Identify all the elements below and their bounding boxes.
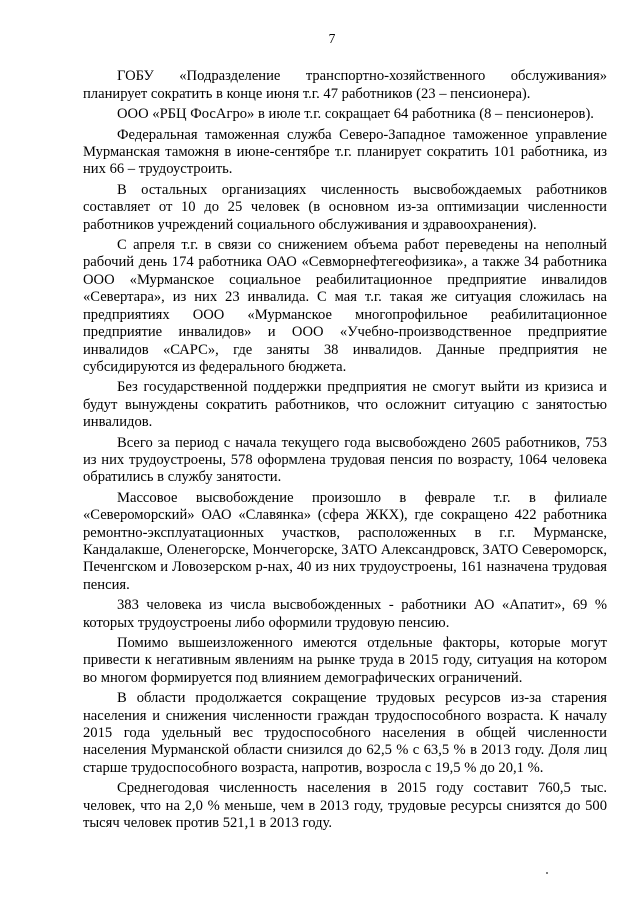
paragraph-labor-resources: В области продолжается сокращение трудовых ресурсов из-за старения населения и снижения численности граждан трудоспособного возраста. К началу 2015 года удельный вес трудоспособного населения в общей численности населения Мурманской области снизился до 62,5 % с 63,5 % в 2013 году. Доля лиц старше трудоспособного возраста, напротив, возросла с 19,5 % до 20,1 %. (83, 690, 607, 776)
paragraph-fosagro: ООО «РБЦ ФосАгро» в июле т.г. сокращает 64 работника (8 – пенсионеров). (117, 106, 594, 123)
page-number: 7 (328, 31, 336, 46)
paragraph-part-time-work: С апреля т.г. в связи со снижением объема работ переведены на неполный рабочий день 174 работника ОАО «Севморнефтегеофизика», а также 34 работника ООО «Мурманское социальное реабилитационное предприятие инвалидов «Севертара», из них 23 инвалида. С мая т.г. такая же ситуация сложилась на предприятиях ООО «Мурманское многопрофильное реабилитационное предприятие инвалидов» и ООО «Учебно-производственное предприятие инвалидов «САРС», где заняты 38 инвалидов. Данные предприятия не субсидируются из федерального бюджета. (83, 237, 607, 375)
paragraph-mass-release: Массовое высвобождение произошло в феврале т.г. в филиале «Североморский» ОАО «Славянка» (сфера ЖКХ), где сокращено 422 работника ремонтно-эксплуатационных участков, расположенных в г.г. Мурманске, Кандалакше, Оленегорске, Мончегорске, ЗАТО Александровск, ЗАТО Североморск, Печенгском и Ловозерском р-нах, 40 из них трудоустроены, 161 назначена трудовая пенсия. (83, 489, 607, 593)
paragraph-total-released: Всего за период с начала текущего года высвобождено 2605 работников, 753 из них трудоустроены, 578 оформлена трудовая пенсия по возрасту, 1064 человека обратились в службу занятости. (83, 434, 607, 486)
paragraph-other-organizations: В остальных организациях численность высвобождаемых работников составляет от 10 до 25 человек (в основном из-за оптимизации численности работников учреждений социального обслуживания и здравоохранения). (83, 181, 607, 233)
paragraph-gobu: ГОБУ «Подразделение транспортно-хозяйственного обслуживания» планирует сократить в конце июня т.г. 47 работников (23 – пенсионера). (83, 68, 607, 102)
paragraph-apatit: 383 человека из числа высвобожденных - работники АО «Апатит», 69 % которых трудоустроены либо оформили трудовую пенсию. (83, 597, 607, 631)
paragraph-other-factors: Помимо вышеизложенного имеются отдельные факторы, которые могут привести к негативным явлениям на рынке труда в 2015 году, ситуация на котором во многом формируется под влиянием демографических ограничений. (83, 635, 607, 686)
paragraph-population-forecast: Среднегодовая численность населения в 2015 году составит 760,5 тыс. человек, что на 2,0 % меньше, чем в 2013 году, трудовые ресурсы снизятся до 500 тысяч человек против 521,1 в 2013 году. (83, 780, 607, 832)
scan-speck (546, 872, 548, 874)
paragraph-state-support: Без государственной поддержки предприятия не смогут выйти из кризиса и будут вынуждены сократить работников, что осложнит ситуацию с занятостью инвалидов. (83, 379, 607, 431)
paragraph-customs: Федеральная таможенная служба Северо-Западное таможенное управление Мурманская таможня в июне-сентябре т.г. планирует сократить 101 работника, из них 66 – трудоустроить. (83, 126, 607, 178)
